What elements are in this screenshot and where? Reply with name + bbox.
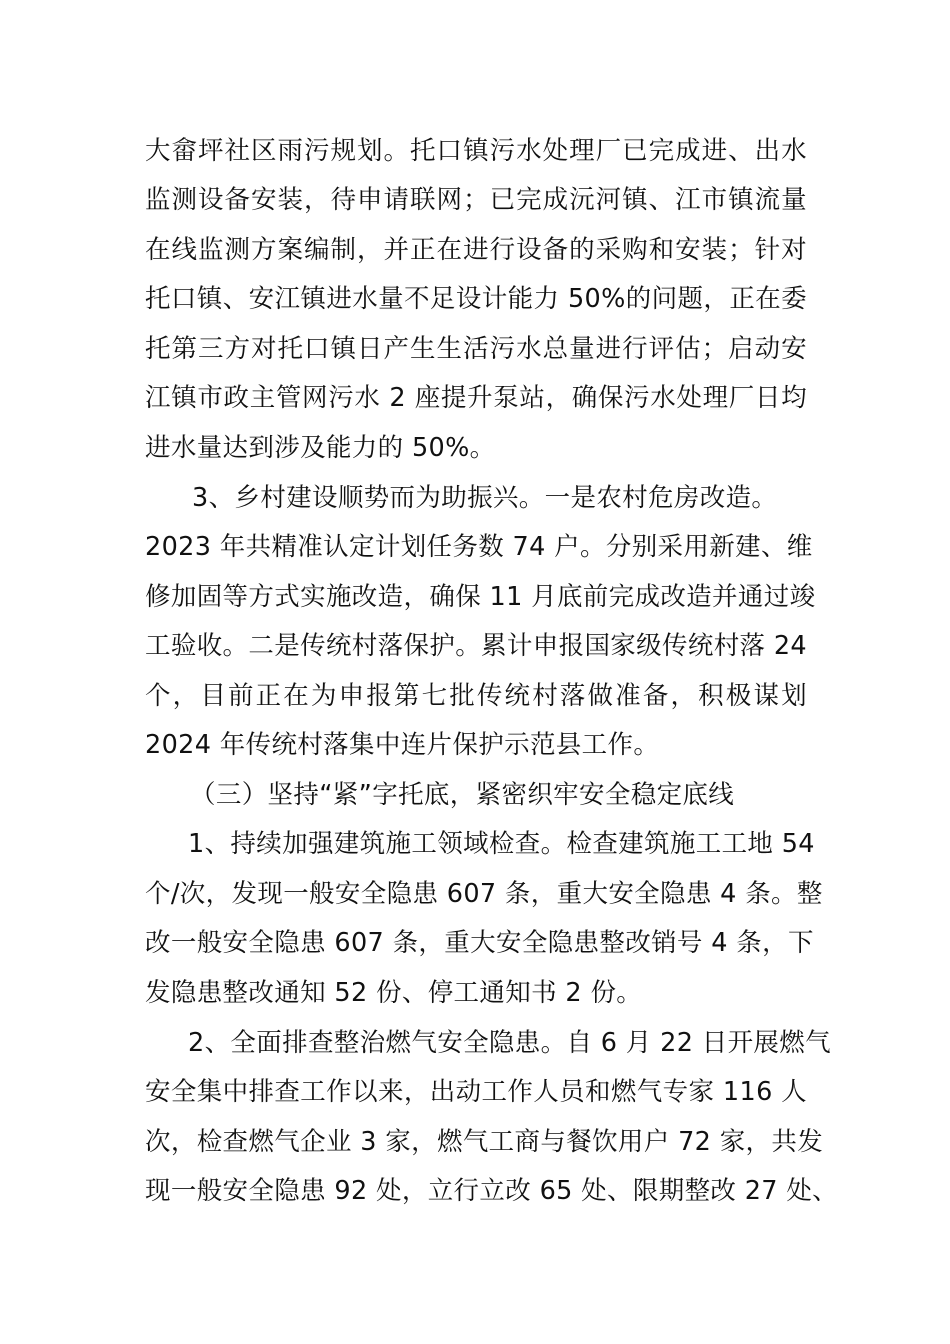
text-line: 改一般安全隐患 607 条，重大安全隐患整改销号 4 条，下 bbox=[145, 928, 814, 958]
text-line: 工验收。二是传统村落保护。累计申报国家级传统村落 24 bbox=[145, 631, 808, 661]
section-heading: （三）坚持“紧”字托底，紧密织牢安全稳定底线 bbox=[190, 780, 735, 810]
text-line: 2024 年传统村落集中连片保护示范县工作。 bbox=[145, 730, 660, 760]
text-line: 大畲坪社区雨污规划。托口镇污水处理厂已完成进、出水 bbox=[145, 136, 807, 166]
text-line: 次，检查燃气企业 3 家，燃气工商与餐饮用户 72 家，共发 bbox=[145, 1127, 824, 1157]
text-line: 进水量达到涉及能力的 50%。 bbox=[145, 433, 496, 463]
text-line: 1、持续加强建筑施工领域检查。检查建筑施工工地 54 bbox=[188, 829, 815, 859]
text-line: 监测设备安装，待申请联网；已完成沅河镇、江市镇流量 bbox=[145, 185, 807, 215]
text-line: 在线监测方案编制，并正在进行设备的采购和安装；针对 bbox=[145, 235, 807, 265]
text-line: 2、全面排查整治燃气安全隐患。自 6 月 22 日开展燃气 bbox=[188, 1028, 831, 1058]
text-line: 现一般安全隐患 92 处，立行立改 65 处、限期整改 27 处、 bbox=[145, 1176, 839, 1206]
text-line: 2023 年共精准认定计划任务数 74 户。分别采用新建、维 bbox=[145, 532, 813, 562]
text-line: 修加固等方式实施改造，确保 11 月底前完成改造并通过竣 bbox=[145, 582, 816, 612]
text-line: 托口镇、安江镇进水量不足设计能力 50%的问题，正在委 bbox=[145, 284, 807, 314]
text-line: 发隐患整改通知 52 份、停工通知书 2 份。 bbox=[145, 978, 643, 1008]
text-line: 托第三方对托口镇日产生生活污水总量进行评估；启动安 bbox=[145, 334, 807, 364]
text-line: 个，目前正在为申报第七批传统村落做准备，积极谋划 bbox=[145, 681, 807, 711]
section-heading: 3、乡村建设顺势而为助振兴。一是农村危房改造。 bbox=[192, 483, 778, 513]
text-line: 安全集中排查工作以来，出动工作人员和燃气专家 116 人 bbox=[145, 1077, 807, 1107]
text-line: 个/次，发现一般安全隐患 607 条，重大安全隐患 4 条。整 bbox=[145, 879, 823, 909]
text-line: 江镇市政主管网污水 2 座提升泵站，确保污水处理厂日均 bbox=[145, 383, 807, 413]
